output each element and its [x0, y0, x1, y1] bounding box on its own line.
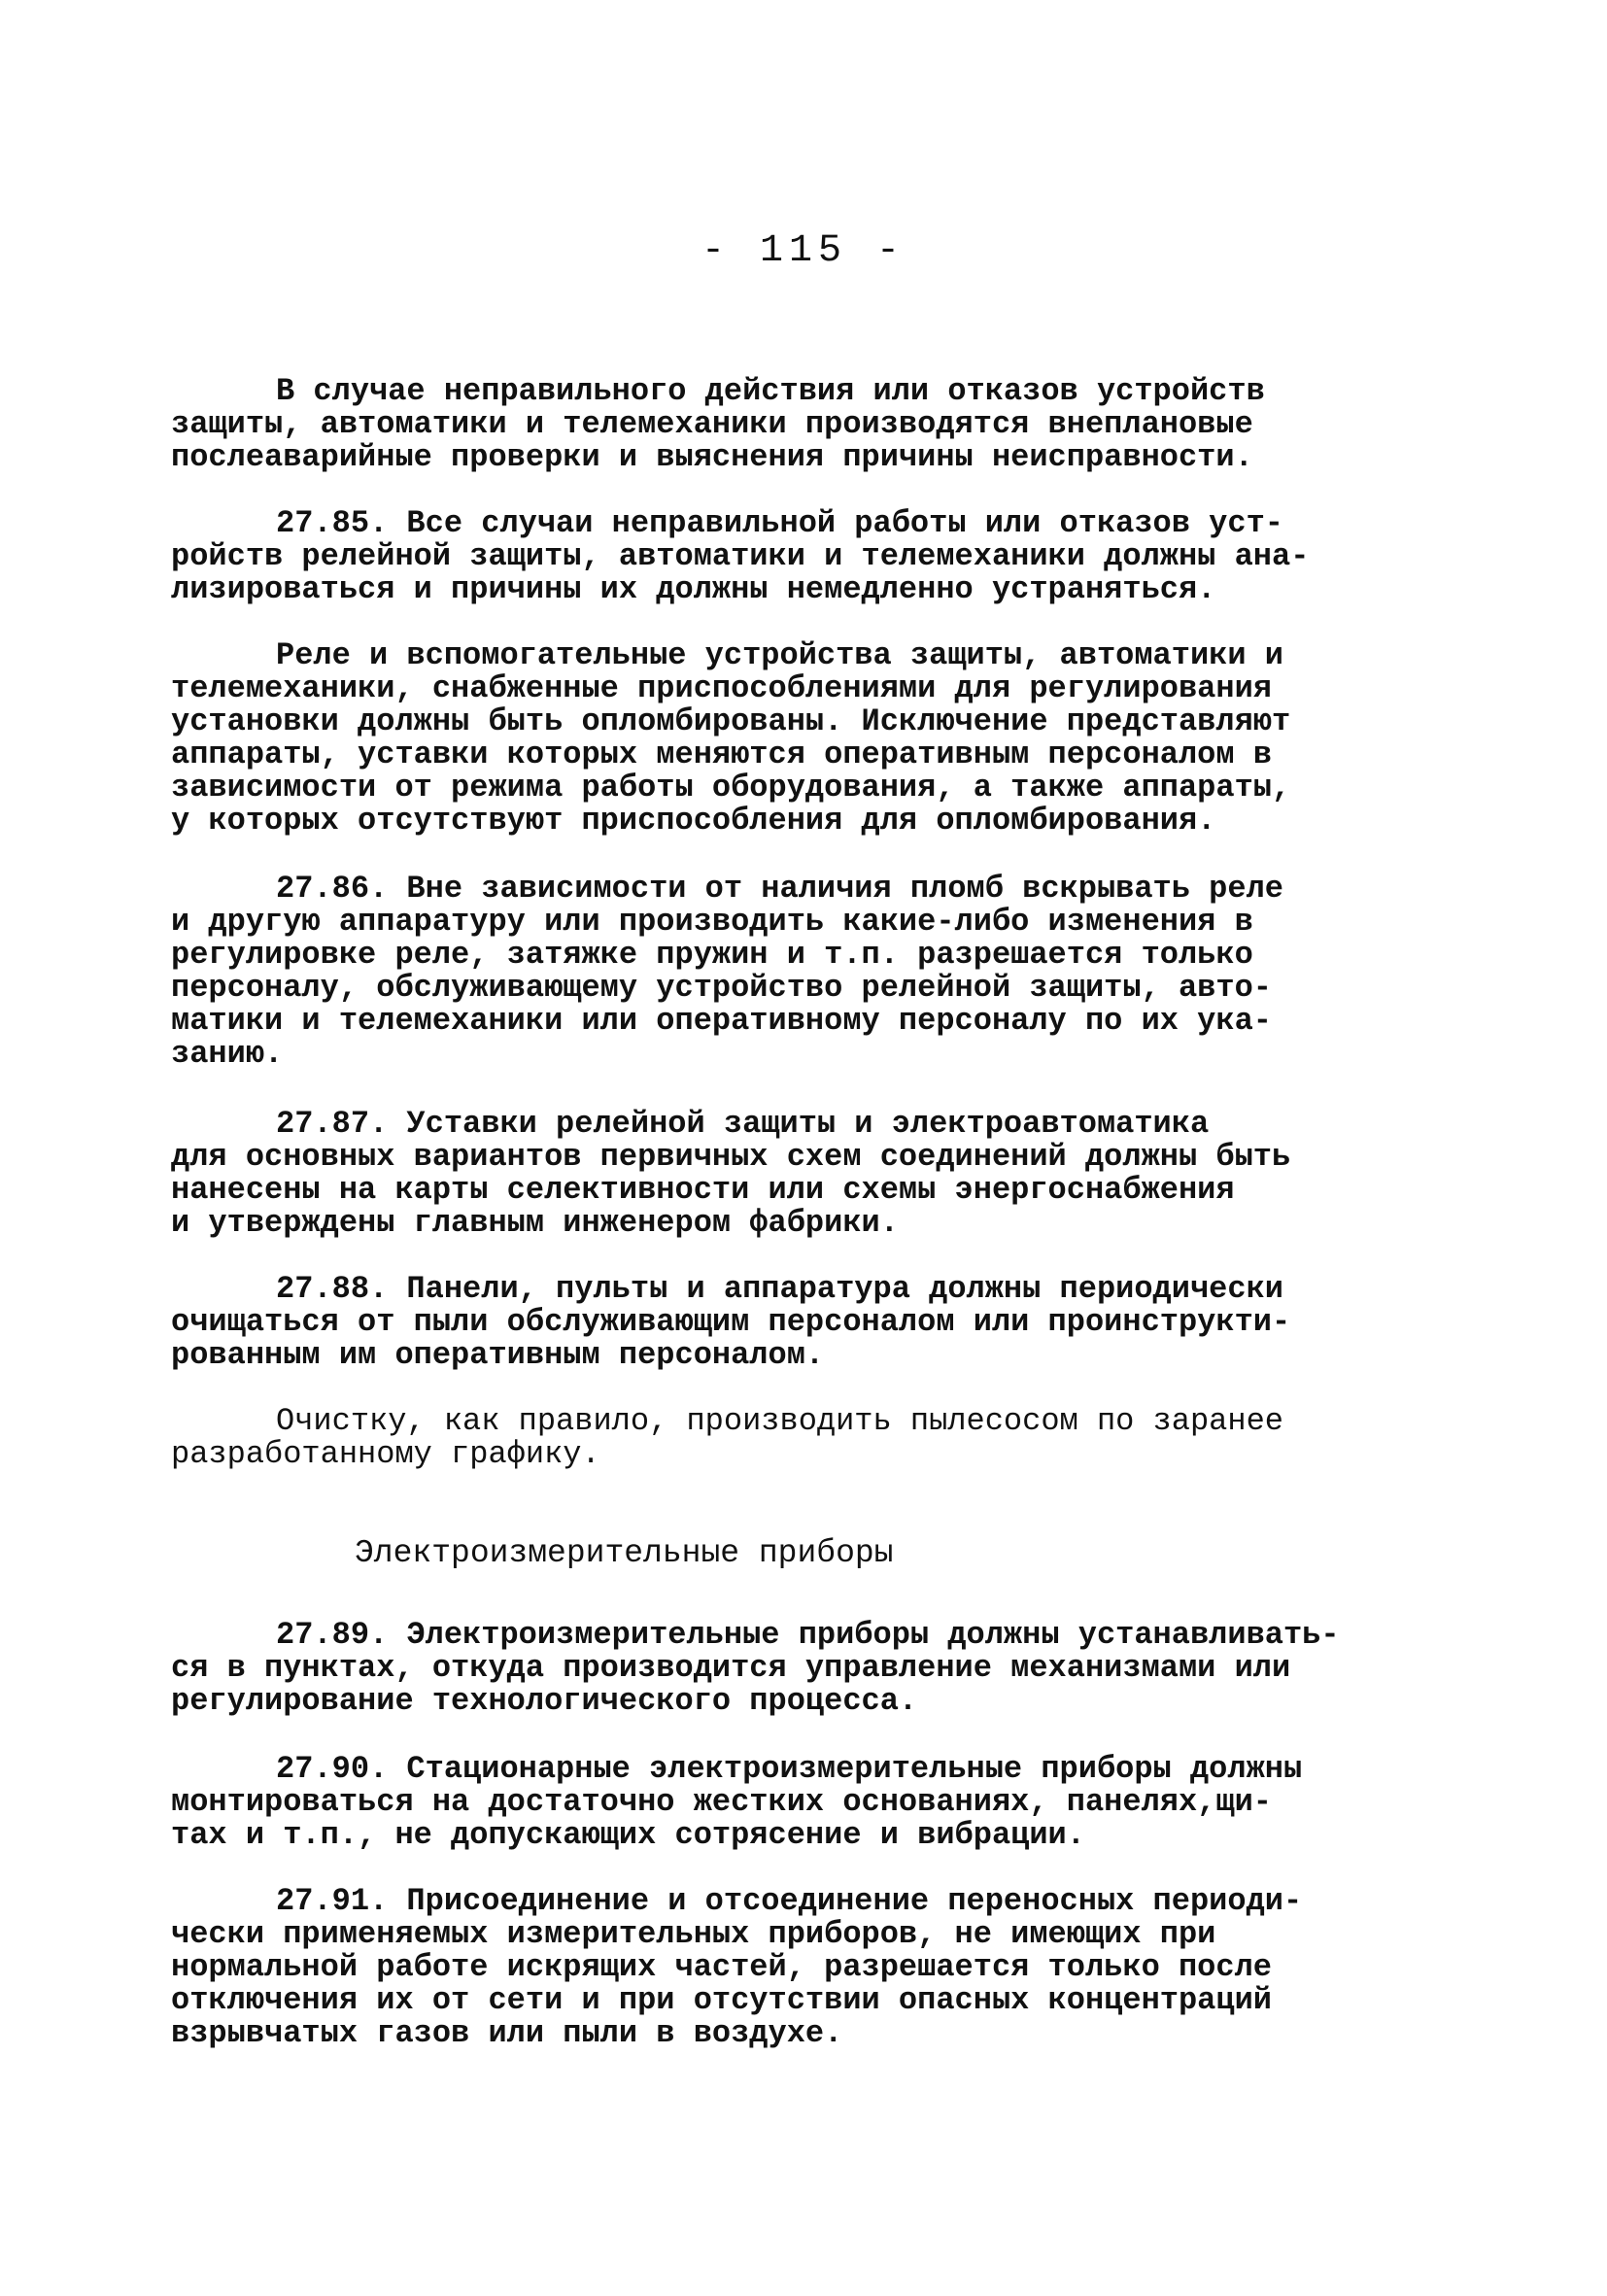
paragraph [171, 873, 1434, 1071]
text-line: нанесены на карты селективности или схемы энергоснабжения [171, 1174, 1235, 1207]
text-line: 27.87. Уставки релейной защиты и электроавтоматика [276, 1108, 1210, 1141]
text-line: у которых отсутствуют приспособления для опломбирования. [171, 805, 1216, 838]
text-line: чески применяемых измерительных приборов, не имеющих при [171, 1918, 1216, 1951]
text-line: 27.88. Панели, пульты и аппаратура должны периодически [276, 1273, 1283, 1306]
text-line: лизироваться и причины их должны немедленно устраняться. [171, 573, 1216, 606]
paragraph [171, 1885, 1434, 2050]
text-line: Реле и вспомогательные устройства защиты, автоматики и [276, 639, 1283, 672]
text-line: персоналу, обслуживающему устройство релейной защиты, авто- [171, 972, 1272, 1005]
text-line: 27.90. Стационарные электроизмерительные приборы должны [276, 1753, 1303, 1786]
paragraph [171, 1619, 1434, 1718]
text-line: занию. [171, 1038, 284, 1071]
text-line: и другую аппаратуру или производить какие-либо изменения в [171, 906, 1253, 939]
paragraph [171, 1753, 1434, 1852]
text-line: монтироваться на достаточно жестких основаниях, панелях,щи- [171, 1786, 1272, 1819]
text-line: Очистку, как правило, производить пылесосом по заранее [276, 1405, 1283, 1438]
text-line: установки должны быть опломбированы. Исключение представляют [171, 705, 1291, 738]
section-heading: Электроизмерительные приборы [355, 1535, 894, 1571]
text-line: для основных вариантов первичных схем соединений должны быть [171, 1141, 1291, 1174]
text-line: телемеханики, снабженные приспособлениями для регулирования [171, 672, 1272, 705]
text-line: 27.89. Электроизмерительные приборы должны устанавливать- [276, 1619, 1340, 1652]
paragraph [171, 375, 1434, 474]
text-line: разработанному графику. [171, 1438, 600, 1471]
text-line: и утверждены главным инженером фабрики. [171, 1207, 899, 1240]
paragraph [171, 639, 1434, 838]
paragraph [171, 1405, 1434, 1471]
text-line: рованным им оперативным персоналом. [171, 1339, 825, 1372]
paragraph [171, 507, 1434, 606]
text-line: отключения их от сети и при отсутствии опасных концентраций [171, 1984, 1272, 2017]
text-line: зависимости от режима работы оборудования, а также аппараты, [171, 771, 1291, 805]
text-line: послеаварийные проверки и выяснения причины неисправности. [171, 441, 1253, 474]
text-line: регулирование технологического процесса. [171, 1685, 918, 1718]
text-line: ся в пунктах, откуда производится управление механизмами или [171, 1652, 1291, 1685]
paragraph [171, 1108, 1434, 1240]
text-line: регулировке реле, затяжке пружин и т.п. разрешается только [171, 939, 1253, 972]
text-line: матики и телемеханики или оперативному персоналу по их ука- [171, 1005, 1272, 1038]
text-line: 27.86. Вне зависимости от наличия пломб вскрывать реле [276, 873, 1283, 906]
text-line: аппараты, уставки которых меняются оперативным персоналом в [171, 738, 1272, 771]
text-line: очищаться от пыли обслуживающим персоналом или проинструкти- [171, 1306, 1291, 1339]
text-line: защиты, автоматики и телемеханики производятся внеплановые [171, 408, 1253, 441]
text-line: тах и т.п., не допускающих сотрясение и вибрации. [171, 1819, 1085, 1852]
text-line: нормальной работе искрящих частей, разрешается только после [171, 1951, 1272, 1984]
text-line: 27.85. Все случаи неправильной работы или отказов уст- [276, 507, 1283, 540]
page-number: - 115 - [701, 229, 906, 273]
text-line: 27.91. Присоединение и отсоединение переносных периоди- [276, 1885, 1303, 1918]
text-line: В случае неправильного действия или отказов устройств [276, 375, 1265, 408]
text-line: ройств релейной защиты, автоматики и телемеханики должны ана- [171, 540, 1310, 573]
text-line: взрывчатых газов или пыли в воздухе. [171, 2017, 843, 2050]
paragraph [171, 1273, 1434, 1372]
